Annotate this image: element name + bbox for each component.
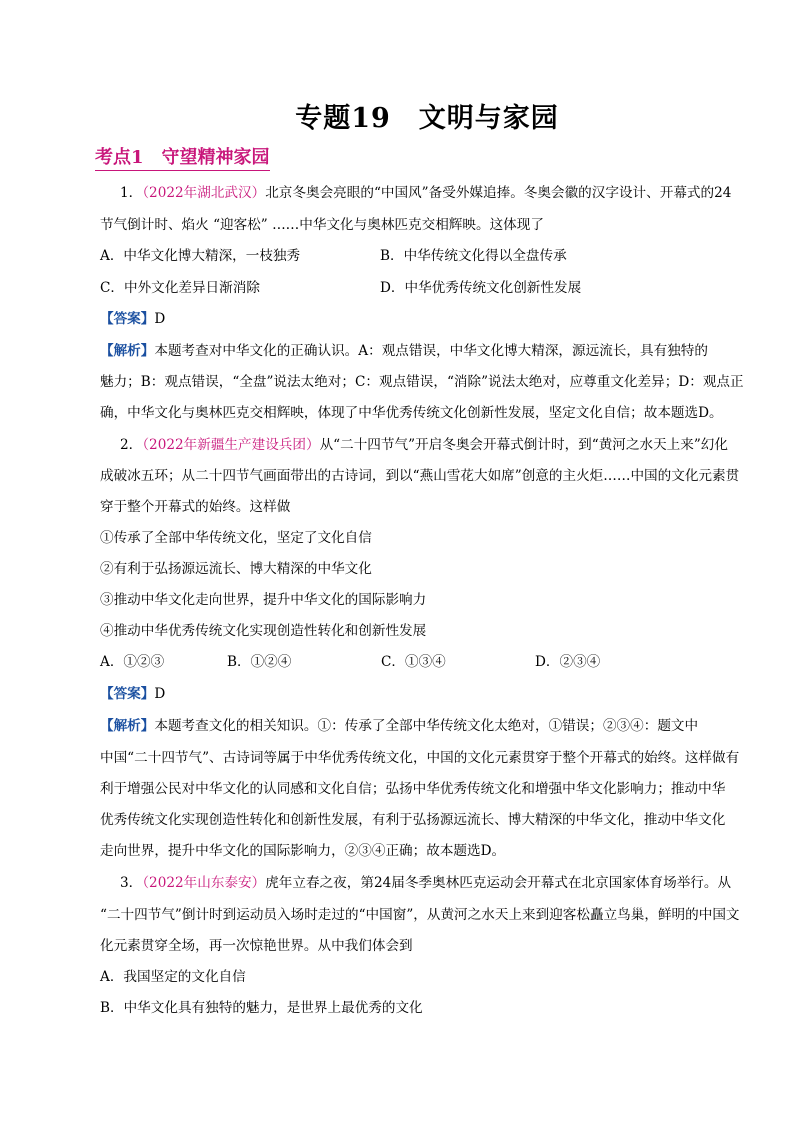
q1-analysis-line-1 xyxy=(100,341,720,361)
q2-source: （2022年新疆生产建设兵团） xyxy=(142,437,320,453)
q3-number: 3． xyxy=(120,875,143,891)
q2-item-3: ③推动中华文化走向世界，提升中华文化的国际影响力 xyxy=(100,592,427,608)
q2-analysis-line-5: 走向世界，提升中华文化的国际影响力，②③④正确；故本题选D。 xyxy=(100,843,506,859)
q2-stem-line-1 xyxy=(120,435,740,455)
q2-option-b: B．①②④ xyxy=(227,654,292,670)
q1-option-a: A．中华文化博大精深，一枝独秀 xyxy=(100,248,301,264)
q3-stem-text-1: 虎年立春之夜，第24届冬季奥林匹克运动会开幕式在北京国家体育场举行。从 xyxy=(265,875,732,891)
q2-analysis-label: 【解析】 xyxy=(100,718,155,734)
q1-number: 1． xyxy=(120,185,143,201)
q2-analysis-text-1: 本题考查文化的相关知识。①：传承了全部中华传统文化太绝对，①错误；②③④：题文中 xyxy=(154,718,699,734)
q2-item-4: ④推动中华优秀传统文化实现创造性转化和创新性发展 xyxy=(100,623,427,639)
q1-stem-text-1: 北京冬奥会亮眼的“中国风”备受外媒追捧。冬奥会徽的汉字设计、开幕式的24 xyxy=(265,185,732,201)
q1-answer-label: 【答案】 xyxy=(100,311,155,327)
q3-option-a: A．我国坚定的文化自信 xyxy=(100,969,246,985)
q1-source: （2022年湖北武汉） xyxy=(142,185,266,201)
q1-answer-value: D xyxy=(154,311,166,327)
q2-stem-line-3: 穿于整个开幕式的始终。这样做 xyxy=(100,499,291,515)
q1-option-c: C．中外文化差异日渐消除 xyxy=(100,280,260,296)
title-topic-number: 专题19 xyxy=(295,103,391,134)
page-title xyxy=(0,96,794,135)
title-topic-name: 文明与家园 xyxy=(418,103,559,134)
q1-analysis-line-2: 魅力；B：观点错误，“全盘”说法太绝对；C：观点错误，“消除”说法太绝对，应尊重文化差异；D：观点正 xyxy=(100,374,744,390)
q1-analysis-label: 【解析】 xyxy=(100,343,155,359)
q2-stem-line-2: 成破冰五环；从二十四节气画面带出的古诗词，到以“燕山雪花大如席”创意的主火炬……中国的文化元素贯 xyxy=(100,468,740,484)
section-number: 考点1 xyxy=(95,147,144,168)
q2-answer-label: 【答案】 xyxy=(100,686,155,702)
q2-analysis-line-2: 中国“二十四节气”、古诗词等属于中华优秀传统文化，中国的文化元素贯穿于整个开幕式的始终。这样做有 xyxy=(100,750,740,766)
q2-analysis-line-1 xyxy=(100,716,720,736)
q1-stem-line-2: 节气倒计时、焰火 “迎客松” ……中华文化与奥林匹克交相辉映。这体现了 xyxy=(100,217,544,233)
q2-answer xyxy=(100,684,720,704)
q2-option-d: D．②③④ xyxy=(535,654,601,670)
q2-number: 2． xyxy=(120,437,143,453)
q2-analysis-line-3: 利于增强公民对中华文化的认同感和文化自信；弘扬中华优秀传统文化和增强中华文化影响力；推动中华 xyxy=(100,781,726,797)
q3-stem-line-2: “二十四节气”倒计时到运动员入场时走过的“中国窗”，从黄河之水天上来到迎客松矗立鸟巢，鲜明的中国文 xyxy=(100,907,740,923)
q3-option-b: B．中华文化具有独特的魅力，是世界上最优秀的文化 xyxy=(100,1000,423,1016)
q1-stem-line-1 xyxy=(120,183,740,203)
q1-option-b: B．中华传统文化得以全盘传承 xyxy=(380,248,567,264)
q1-analysis-line-3: 确，中华文化与奥林匹克交相辉映，体现了中华优秀传统文化创新性发展，坚定文化自信；故本题选D。 xyxy=(100,405,723,421)
q3-source: （2022年山东泰安） xyxy=(142,875,266,891)
q2-item-2: ②有利于弘扬源远流长、博大精深的中华文化 xyxy=(100,561,372,577)
q2-option-a: A．①②③ xyxy=(100,654,165,670)
q1-option-d: D．中华优秀传统文化创新性发展 xyxy=(380,280,582,296)
q2-item-1: ①传承了全部中华传统文化，坚定了文化自信 xyxy=(100,530,372,546)
q2-analysis-line-4: 优秀传统文化实现创造性转化和创新性发展，有利于弘扬源远流长、博大精深的中华文化，推动中华文化 xyxy=(100,812,726,828)
q1-analysis-text-1: 本题考查对中华文化的正确认识。A：观点错误，中华文化博大精深，源远流长，具有独特的 xyxy=(154,343,708,359)
q2-answer-value: D xyxy=(154,686,166,702)
section-heading xyxy=(95,146,270,171)
q1-answer xyxy=(100,309,720,329)
q2-stem-text-1: 从“二十四节气”开启冬奥会开幕式倒计时，到“黄河之水天上来”幻化 xyxy=(319,437,728,453)
q3-stem-line-1 xyxy=(120,873,740,893)
q2-option-c: C．①③④ xyxy=(381,654,446,670)
q3-stem-line-3: 化元素贯穿全场，再一次惊艳世界。从中我们体会到 xyxy=(100,938,413,954)
section-title: 守望精神家园 xyxy=(161,147,270,168)
